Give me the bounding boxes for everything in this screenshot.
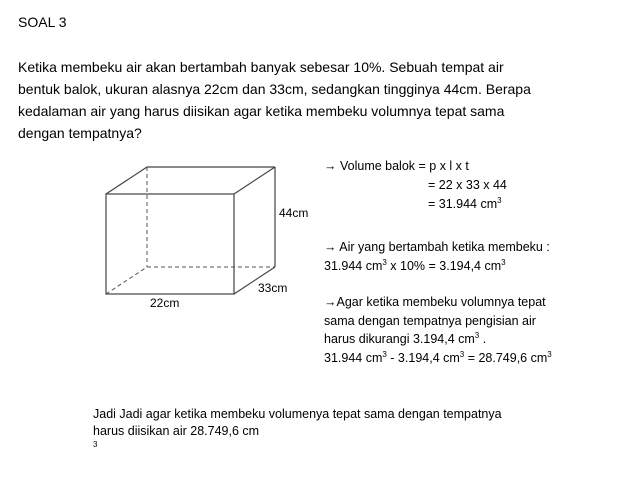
problem-line-3: kedalaman air yang harus diisikan agar ketika membeku volumnya tepat sama xyxy=(18,103,505,119)
conclusion xyxy=(93,406,502,457)
conclusion-line-2: harus diisikan air 28.749,6 cm $^3$ xyxy=(93,424,260,449)
step-2-line-1: → Air yang bertambah ketika membeku : xyxy=(324,240,550,254)
problem-line-4: dengan tempatnya? xyxy=(18,125,142,141)
arrow-icon: → xyxy=(324,159,337,173)
step-2-line-2: 31.944 $cm^3$ x 10% = 3.194,4 $cm^3$ xyxy=(324,257,506,273)
depth-label: 33cm xyxy=(258,281,288,295)
problem-title: SOAL 3 xyxy=(18,14,67,30)
problem-line-2: bentuk balok, ukuran alasnya 22cm dan 33cm, sedangkan tingginya 44cm. Berapa xyxy=(18,81,531,97)
step-1-line-1: → Volume balok = p x l x t xyxy=(324,159,469,173)
problem-line-1: Ketika membeku air akan bertambah banyak sebesar 10%. Sebuah tempat air xyxy=(18,59,504,75)
problem-statement xyxy=(18,56,628,144)
step-3-line-1: →Agar ketika membeku volumnya tepat xyxy=(324,295,546,309)
front-face xyxy=(106,194,234,294)
arrow-icon: → xyxy=(324,295,337,309)
arrow-icon: → xyxy=(324,240,337,254)
step-1-line-3: = 31.944 $cm^3$ xyxy=(428,195,502,211)
step-3-line-3: harus dikurangi 3.194,4 $cm^3$ . xyxy=(324,330,487,346)
step-1-line-2: = 22 x 33 x 44 xyxy=(428,178,507,192)
hidden-edge-depth xyxy=(106,267,147,294)
step-3-line-2: sama dengan tempatnya pengisian air xyxy=(324,314,536,328)
width-label: 22cm xyxy=(150,296,180,310)
height-label: 44cm xyxy=(279,206,309,220)
conclusion-line-1: Jadi Jadi agar ketika membeku volumenya tepat sama dengan tempatnya xyxy=(93,407,502,421)
cuboid-diagram xyxy=(100,160,280,300)
step-3-line-4: 31.944 $cm^3 - 3.194,4$ $cm^3 = 28.749,6$ $cm^3$ xyxy=(324,349,552,365)
